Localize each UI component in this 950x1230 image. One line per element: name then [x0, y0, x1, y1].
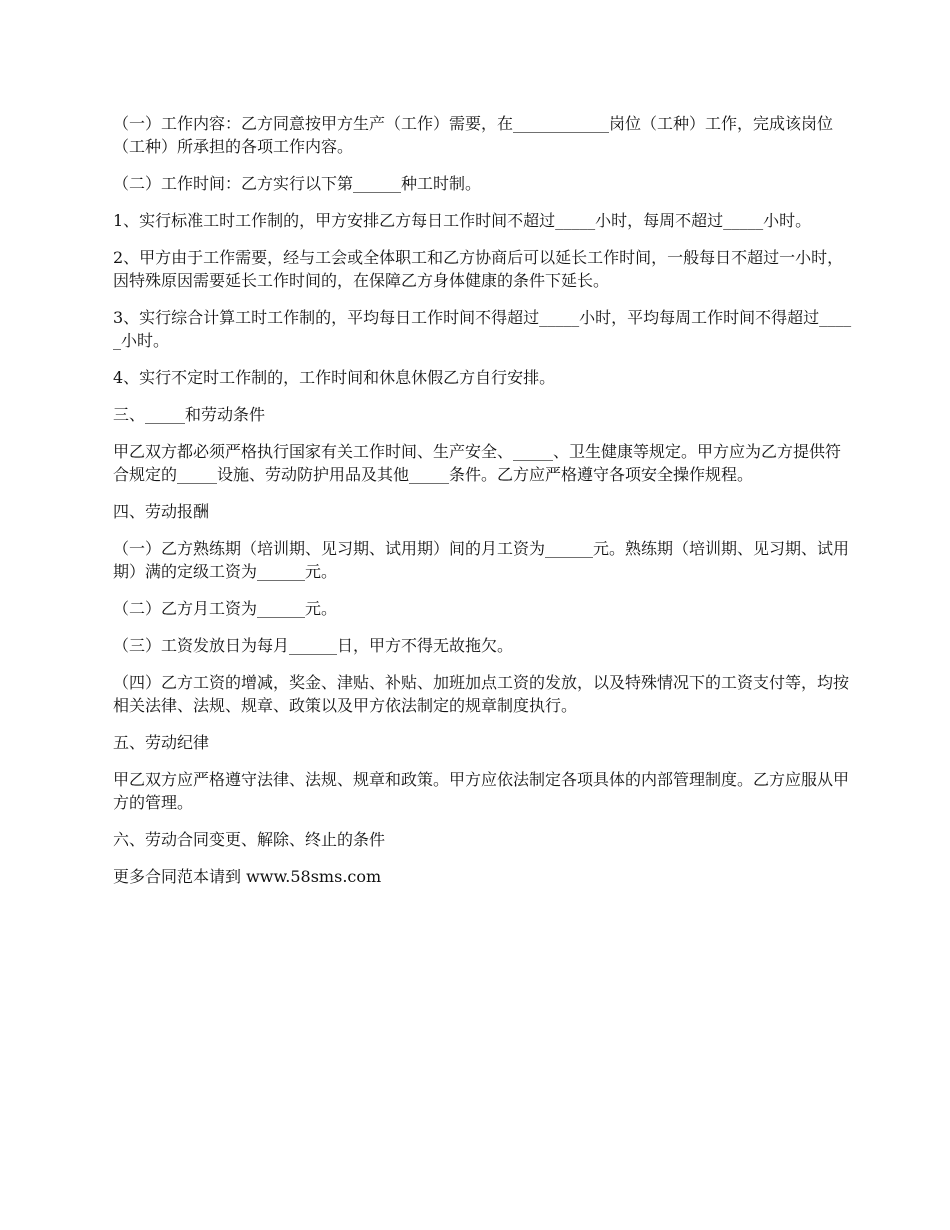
clause-safety: 甲乙双方都必须严格执行国家有关工作时间、生产安全、_____、卫生健康等规定。甲方应为乙方提供符合规定的_____设施、劳动防护用品及其他_____条件。乙方应严格遵守各项安全操作规程。 [113, 442, 842, 484]
clause-payday: （三）工资发放日为每月______日，甲方不得无故拖欠。 [113, 636, 514, 655]
clause-salary-adjustment: （四）乙方工资的增减，奖金、津贴、补贴、加班加点工资的发放，以及特殊情况下的工资支付等，均按相关法律、法规、规章、政策以及甲方依法制定的规章制度执行。 [113, 673, 850, 715]
section-heading-conditions: 三、_____和劳动条件 [113, 405, 266, 424]
clause-comprehensive-hours: 3、实行综合计算工时工作制的，平均每日工作时间不得超过_____小时，平均每周工作时间不得超过_____小时。 [113, 308, 852, 350]
document-body [113, 112, 853, 902]
footer-promo-text: 更多合同范本请到 www.58sms.com [113, 867, 382, 886]
clause-work-content: （一）工作内容：乙方同意按甲方生产（工作）需要，在____________岗位（工种）工作，完成该岗位（工种）所承担的各项工作内容。 [113, 114, 834, 156]
clause-flexible-hours: 4、实行不定时工作制的，工作时间和休息休假乙方自行安排。 [113, 368, 556, 387]
clause-overtime: 2、甲方由于工作需要，经与工会或全体职工和乙方协商后可以延长工作时间，一般每日不超过一小时，因特殊原因需要延长工作时间的，在保障乙方身体健康的条件下延长。 [113, 248, 844, 290]
clause-probation-salary: （一）乙方熟练期（培训期、见习期、试用期）间的月工资为______元。熟练期（培训期、见习期、试用期）满的定级工资为______元。 [113, 539, 850, 581]
clause-monthly-salary: （二）乙方月工资为______元。 [113, 599, 338, 618]
clause-work-time: （二）工作时间：乙方实行以下第______种工时制。 [113, 174, 482, 193]
clause-standard-hours: 1、实行标准工时工作制的，甲方安排乙方每日工作时间不超过_____小时，每周不超过_____小时。 [113, 211, 812, 230]
section-heading-discipline: 五、劳动纪律 [113, 733, 210, 752]
section-heading-remuneration: 四、劳动报酬 [113, 502, 210, 521]
section-heading-termination: 六、劳动合同变更、解除、终止的条件 [113, 830, 386, 849]
clause-discipline: 甲乙双方应严格遵守法律、法规、规章和政策。甲方应依法制定各项具体的内部管理制度。乙方应服从甲方的管理。 [113, 770, 850, 812]
